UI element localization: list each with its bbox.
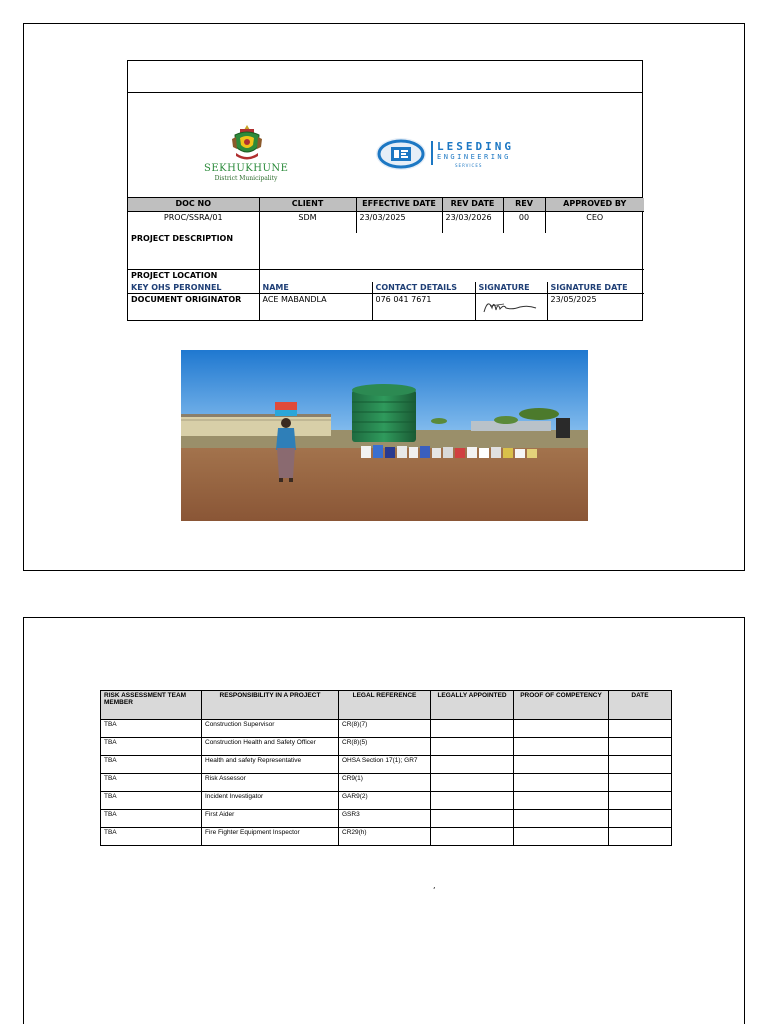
project-description-value: [259, 233, 644, 269]
stray-mark: ,: [433, 881, 436, 890]
team-header-row: [101, 691, 672, 720]
team-member-cell: TBA: [101, 720, 202, 738]
header-rev: REV: [503, 198, 545, 211]
header-approved-by: APPROVED BY: [545, 198, 644, 211]
responsibility-cell: Construction Supervisor: [202, 720, 339, 738]
risk-assessment-team-table: [100, 690, 672, 846]
proof-of-competency-cell: [514, 792, 609, 810]
proof-of-competency-cell: [514, 774, 609, 792]
value-approved-by: CEO: [545, 211, 644, 233]
proof-of-competency-cell: [514, 810, 609, 828]
date-cell: [609, 828, 672, 846]
document-control-table: [127, 60, 643, 321]
project-description-label: PROJECT DESCRIPTION: [128, 233, 259, 269]
responsibility-cell: Fire Fighter Equipment Inspector: [202, 828, 339, 846]
legally-appointed-cell: [431, 774, 514, 792]
project-info-table: [128, 233, 644, 282]
date-cell: [609, 738, 672, 756]
project-location-label: PROJECT LOCATION: [128, 269, 259, 282]
doc-header-row: [128, 198, 644, 211]
legally-appointed-cell: [431, 828, 514, 846]
team-member-cell: TBA: [101, 828, 202, 846]
cover-photo: [181, 350, 588, 521]
leseding-name: LESEDING: [437, 140, 514, 153]
proof-of-competency-cell: [514, 756, 609, 774]
personnel-table: [128, 282, 644, 320]
value-client: SDM: [259, 211, 356, 233]
header-date: DATE: [609, 691, 672, 720]
header-legally-appointed: LEGALLY APPOINTED: [431, 691, 514, 720]
date-cell: [609, 774, 672, 792]
legally-appointed-cell: [431, 756, 514, 774]
responsibility-cell: Incident Investigator: [202, 792, 339, 810]
responsibility-cell: Health and safety Representative: [202, 756, 339, 774]
personnel-header-row: [128, 282, 644, 294]
legally-appointed-cell: [431, 792, 514, 810]
project-location-row: [128, 269, 644, 282]
header-responsibility: RESPONSIBILITY IN A PROJECT: [202, 691, 339, 720]
header-rev-date: REV DATE: [442, 198, 503, 211]
team-member-cell: TBA: [101, 810, 202, 828]
personnel-header-signature-date: SIGNATURE DATE: [547, 282, 644, 294]
value-effective-date: 23/03/2025: [356, 211, 442, 233]
legally-appointed-cell: [431, 738, 514, 756]
legal-reference-cell: OHSA Section 17(1); GR7: [339, 756, 431, 774]
team-page: [23, 617, 745, 1024]
header-team-member: RISK ASSESSMENT TEAM MEMBER: [101, 691, 202, 720]
legal-reference-cell: CR(8)(7): [339, 720, 431, 738]
team-member-cell: TBA: [101, 738, 202, 756]
legal-reference-cell: CR9(1): [339, 774, 431, 792]
personnel-header-contact: CONTACT DETAILS: [372, 282, 475, 294]
table-row: [101, 720, 672, 738]
proof-of-competency-cell: [514, 720, 609, 738]
document-info-table: [128, 198, 644, 233]
header-doc-no: DOC NO: [128, 198, 259, 211]
team-member-cell: TBA: [101, 774, 202, 792]
cover-page: [23, 23, 745, 571]
leseding-emblem-icon: [375, 137, 427, 171]
originator-signature: [475, 294, 547, 321]
header-effective-date: EFFECTIVE DATE: [356, 198, 442, 211]
table-row: [101, 792, 672, 810]
leseding-tagline: SERVICES: [455, 163, 483, 168]
legal-reference-cell: GAR9(2): [339, 792, 431, 810]
header-client: CLIENT: [259, 198, 356, 211]
originator-signature-date: 23/05/2025: [547, 294, 644, 321]
legally-appointed-cell: [431, 810, 514, 828]
date-cell: [609, 720, 672, 738]
personnel-header-name: NAME: [259, 282, 372, 294]
value-rev: 00: [503, 211, 545, 233]
proof-of-competency-cell: [514, 828, 609, 846]
table-row: [101, 738, 672, 756]
table-row: [101, 828, 672, 846]
legally-appointed-cell: [431, 720, 514, 738]
legal-reference-cell: CR(8)(5): [339, 738, 431, 756]
team-member-cell: TBA: [101, 756, 202, 774]
personnel-header-signature: SIGNATURE: [475, 282, 547, 294]
originator-role: DOCUMENT ORIGINATOR: [128, 294, 259, 321]
date-cell: [609, 756, 672, 774]
value-rev-date: 23/03/2026: [442, 211, 503, 233]
value-doc-no: PROC/SSRA/01: [128, 211, 259, 233]
coat-of-arms-icon: [232, 123, 262, 163]
signature-icon: [480, 296, 540, 316]
responsibility-cell: Risk Assessor: [202, 774, 339, 792]
doc-value-row: [128, 211, 644, 233]
responsibility-cell: Construction Health and Safety Officer: [202, 738, 339, 756]
blank-title-row: [128, 61, 642, 93]
originator-row: [128, 294, 644, 321]
leseding-subtitle: ENGINEERING: [437, 153, 511, 161]
table-row: [101, 774, 672, 792]
table-row: [101, 810, 672, 828]
responsibility-cell: First Aider: [202, 810, 339, 828]
leseding-logo: [375, 137, 515, 173]
legal-reference-cell: CR29(h): [339, 828, 431, 846]
team-member-cell: TBA: [101, 792, 202, 810]
logo-row: [128, 93, 642, 198]
proof-of-competency-cell: [514, 738, 609, 756]
originator-name: ACE MABANDLA: [259, 294, 372, 321]
header-legal-reference: LEGAL REFERENCE: [339, 691, 431, 720]
project-location-value: [259, 269, 644, 282]
leseding-divider: [431, 141, 433, 165]
water-tank-scene-image: [181, 350, 588, 521]
sekhukhune-subtitle: District Municipality: [214, 175, 278, 182]
originator-contact: 076 041 7671: [372, 294, 475, 321]
date-cell: [609, 792, 672, 810]
project-description-row: [128, 233, 644, 269]
header-proof-of-competency: PROOF OF COMPETENCY: [514, 691, 609, 720]
sekhukhune-name: SEKHUKHUNE: [204, 163, 289, 174]
date-cell: [609, 810, 672, 828]
table-row: [101, 756, 672, 774]
personnel-header-role: KEY OHS PERONNEL: [128, 282, 259, 294]
legal-reference-cell: GSR3: [339, 810, 431, 828]
sekhukhune-logo: [204, 123, 288, 185]
